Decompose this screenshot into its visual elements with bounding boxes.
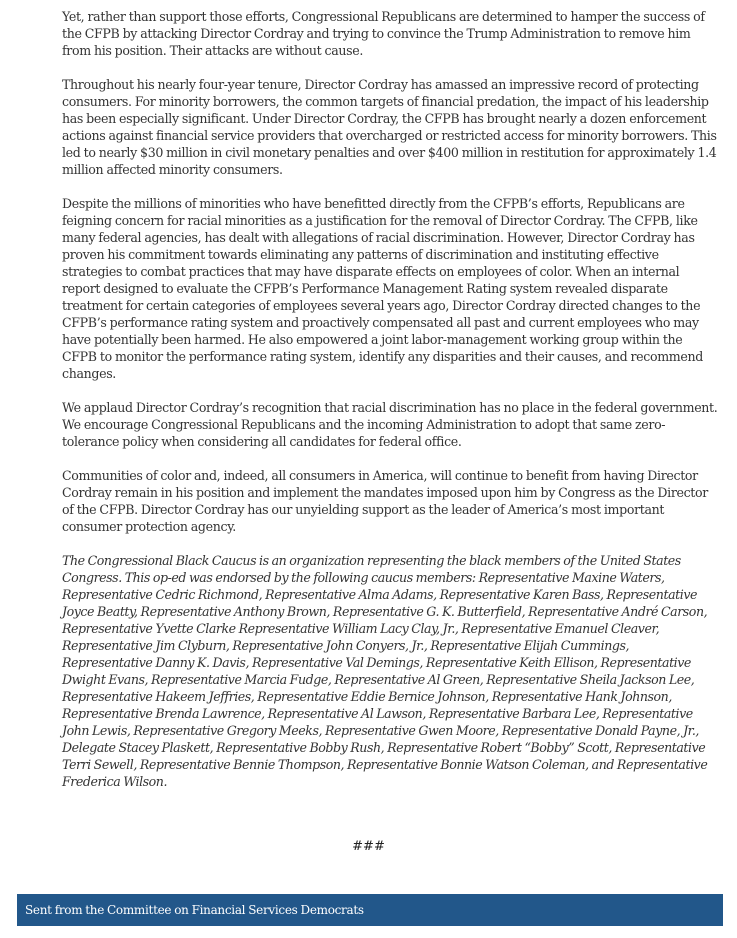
- paragraph-congressional-attacks: Yet, rather than support those efforts, Congressional Republicans are determined to hamper the success of the CFPB by attacking Director Cordray and trying to convince the Trump Administration to remove him from his position. Their attacks are without cause.: [62, 9, 705, 58]
- end-marker: ###: [352, 839, 385, 854]
- endorsement-note: The Congressional Black Caucus is an organization representing the black members of the United States Congress. This op-ed was endorsed by the following caucus members: Representative Maxine Waters, Representative Cedric Richmond, Representative Alma Adams, Representative Karen Bass, Representative Joyce Beatty, Representative Anthony Brown, Representative G. K. Butterfield, Representative André Carson, Representative Yvette Clarke Representative William Lacy Clay, Jr., Representative Emanuel Cleaver, Representative Jim Clyburn, Representative John Conyers, Jr., Representative Elijah Cummings, Representative Danny K. Davis, Representative Val Demings, Representative Keith Ellison, Representative Dwight Evans, Representative Marcia Fudge, Representative Al Green, Representative Sheila Jackson Lee, Representative Hakeem Jeffries, Representative Eddie Bernice Johnson, Representative Hank Johnson, Representative Brenda Lawrence, Representative Al Lawson, Representative Barbara Lee, Representative John Lewis, Representative Gregory Meeks, Representative Gwen Moore, Representative Donald Payne, Jr., Delegate Stacey Plaskett, Representative Bobby Rush, Representative Robert “Bobby” Scott, Representative Terri Sewell, Representative Bennie Thompson, Representative Bonnie Watson Coleman, and Representative Frederica Wilson.: [62, 553, 708, 789]
- footer-bar: [17, 894, 723, 926]
- paragraph-applaud: We applaud Director Cordray’s recognition that racial discrimination has no place in the federal government. We encourage Congressional Republicans and the incoming Administration to adopt that same zero-tolerance policy when considering all candidates for federal office.: [62, 400, 718, 449]
- paragraph-support: Communities of color and, indeed, all consumers in America, will continue to benefit from having Director Cordray remain in his position and implement the mandates imposed upon him by Congress as the Director of the CFPB. Director Cordray has our unyielding support as the leader of America’s most important consumer protection agency.: [62, 468, 708, 534]
- footer-sender-text: Sent from the Committee on Financial Services Democrats: [25, 903, 364, 917]
- article-body: [62, 8, 718, 807]
- paragraph-discrimination-response: Despite the millions of minorities who have benefitted directly from the CFPB’s efforts, Republicans are feigning concern for racial minorities as a justification for the removal of Director Cordray. The CFPB, like many federal agencies, has dealt with allegations of racial discrimination. However, Director Cordray has proven his commitment towards eliminating any patterns of discrimination and instituting effective strategies to combat practices that may have disparate effects on employees of color. When an internal report designed to evaluate the CFPB’s Performance Management Rating system revealed disparate treatment for certain categories of employees several years ago, Director Cordray directed changes to the CFPB’s performance rating system and proactively compensated all past and current employees who may have potentially been harmed. He also empowered a joint labor-management working group within the CFPB to monitor the performance rating system, identify any disparities and their causes, and recommend changes.: [62, 196, 703, 381]
- paragraph-cordray-record: Throughout his nearly four-year tenure, Director Cordray has amassed an impressive record of protecting consumers. For minority borrowers, the common targets of financial predation, the impact of his leadership has been especially significant. Under Director Cordray, the CFPB has brought nearly a dozen enforcement actions against financial service providers that overcharged or restricted access for minority borrowers. This led to nearly $30 million in civil monetary penalties and over $400 million in restitution for approximately 1.4 million affected minority consumers.: [62, 77, 717, 177]
